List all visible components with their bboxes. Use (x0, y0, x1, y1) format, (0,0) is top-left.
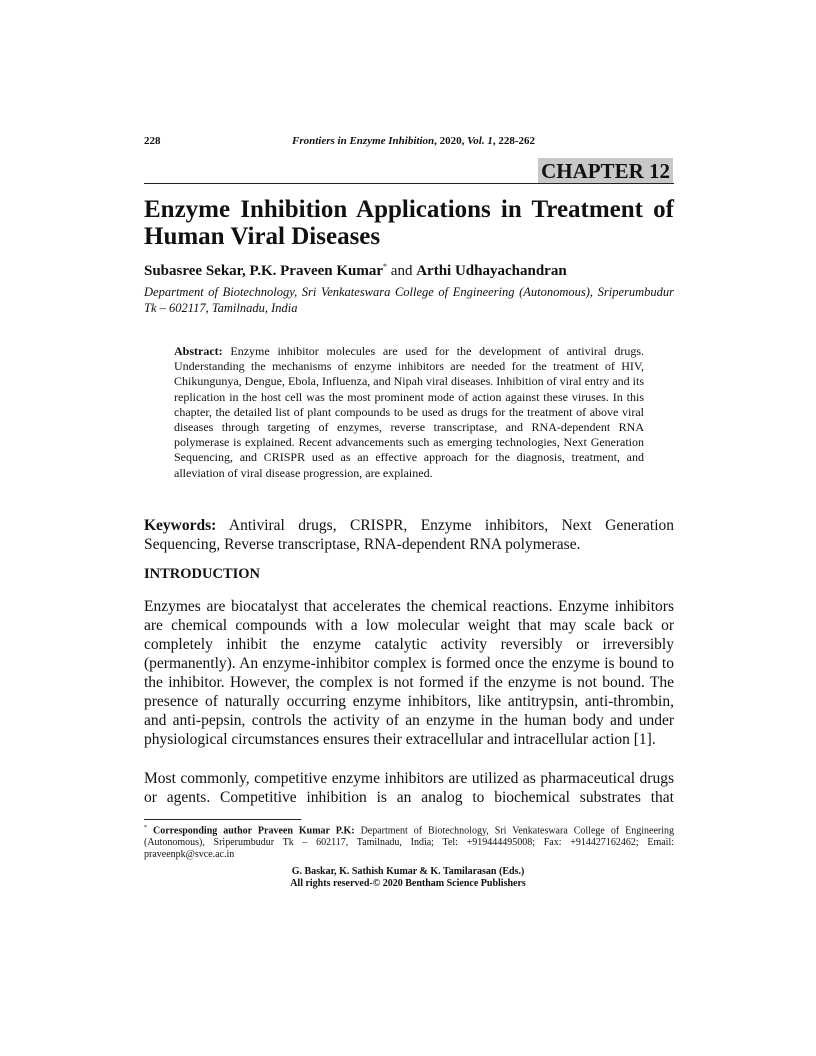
journal-title: Frontiers in Enzyme Inhibition (292, 135, 435, 147)
author-line (144, 262, 674, 280)
footnote-label: Corresponding author Praveen Kumar P.K: (147, 825, 355, 837)
keywords-text: Antiviral drugs, CRISPR, Enzyme inhibitors, Next Generation Sequencing, Reverse transcriptase, RNA-dependent RNA polymerase. (144, 517, 674, 553)
editors-line: G. Baskar, K. Sathish Kumar & K. Tamilarasan (Eds.) (291, 866, 525, 877)
section-heading-introduction: INTRODUCTION (144, 566, 261, 582)
keywords (144, 516, 674, 554)
body-paragraph: Enzymes are biocatalyst that accelerates the chemical reactions. Enzyme inhibitors are chemical compounds with a low molecular weight that may scale back or completely inhibit the enzyme catalytic activity reversibly or irreversibly (permanently). An enzyme-inhibitor complex is formed once the enzyme is bound to the inhibitor. However, the complex is not formed if the enzyme is not bound. The presence of naturally occurring enzyme inhibitors, like antitrypsin, anti-thrombin, and anti-pepsin, controls the activity of an enzyme in the human body and under physiological circumstances ensures their extracellular and intracellular action [1]. (144, 598, 674, 748)
author-joiner: and (387, 263, 417, 279)
journal-citation (292, 135, 535, 147)
keywords-label: Keywords: (144, 517, 217, 534)
author-primary: Subasree Sekar, P.K. Praveen Kumar (144, 263, 384, 279)
author-secondary: Arthi Udhayachandran (416, 263, 567, 279)
abstract-text: Enzyme inhibitor molecules are used for the development of antiviral drugs. Understanding the mechanisms of enzyme inhibitors are needed for the treatment of HIV, Chikungunya, Dengue, Ebola, Influenza, and Nipah viral diseases. Inhibition of viral entry and its replication in the host cell was the most prominent mode of action against these viruses. In this chapter, the detailed list of plant compounds to be used as drugs for the treatment of above viral diseases through targeting of enzymes, reverse transcriptase, and RNA-dependent RNA polymerase is explained. Recent advancements such as emerging technologies, Next Generation Sequencing, and CRISPR used as an effective approach for the diagnosis, treatment, and alleviation of viral disease progression, are explained. (174, 344, 644, 480)
journal-volume: Vol. 1 (467, 135, 493, 147)
chapter-label: CHAPTER 12 (538, 158, 673, 183)
footnote-rule (144, 819, 301, 820)
footnote-text: Department of Biotechnology, Sri Venkateswara College of Engineering (Autonomous), Sriperumbudur Tk – 602117, Tamilnadu, India; Tel: +919444495008; Fax: +914427162462; Email: praveenpk@svce.ac.in (144, 825, 674, 861)
rights-line: All rights reserved-© 2020 Bentham Science Publishers (290, 878, 526, 889)
body-paragraph: Most commonly, competitive enzyme inhibitors are utilized as pharmaceutical drugs or agents. Competitive inhibition is an analog to biochemical substrates that (144, 770, 674, 806)
affiliation: Department of Biotechnology, Sri Venkateswara College of Engineering (Autonomous), Sriperumbudur Tk – 602117, Tamilnadu, India (144, 285, 674, 315)
running-header (144, 135, 673, 151)
page-number: 228 (144, 135, 161, 147)
corresponding-marker: * (383, 262, 388, 271)
abstract (174, 344, 644, 481)
journal-year: , 2020, (434, 135, 468, 147)
journal-pages: , 228-262 (492, 135, 535, 147)
footnote-marker: * (144, 825, 147, 831)
paper-title: Enzyme Inhibition Applications in Treatment of Human Viral Diseases (144, 196, 674, 250)
publisher-credit (0, 866, 816, 890)
header-rule (144, 183, 674, 184)
footnote (144, 822, 674, 861)
abstract-label: Abstract: (174, 344, 223, 358)
